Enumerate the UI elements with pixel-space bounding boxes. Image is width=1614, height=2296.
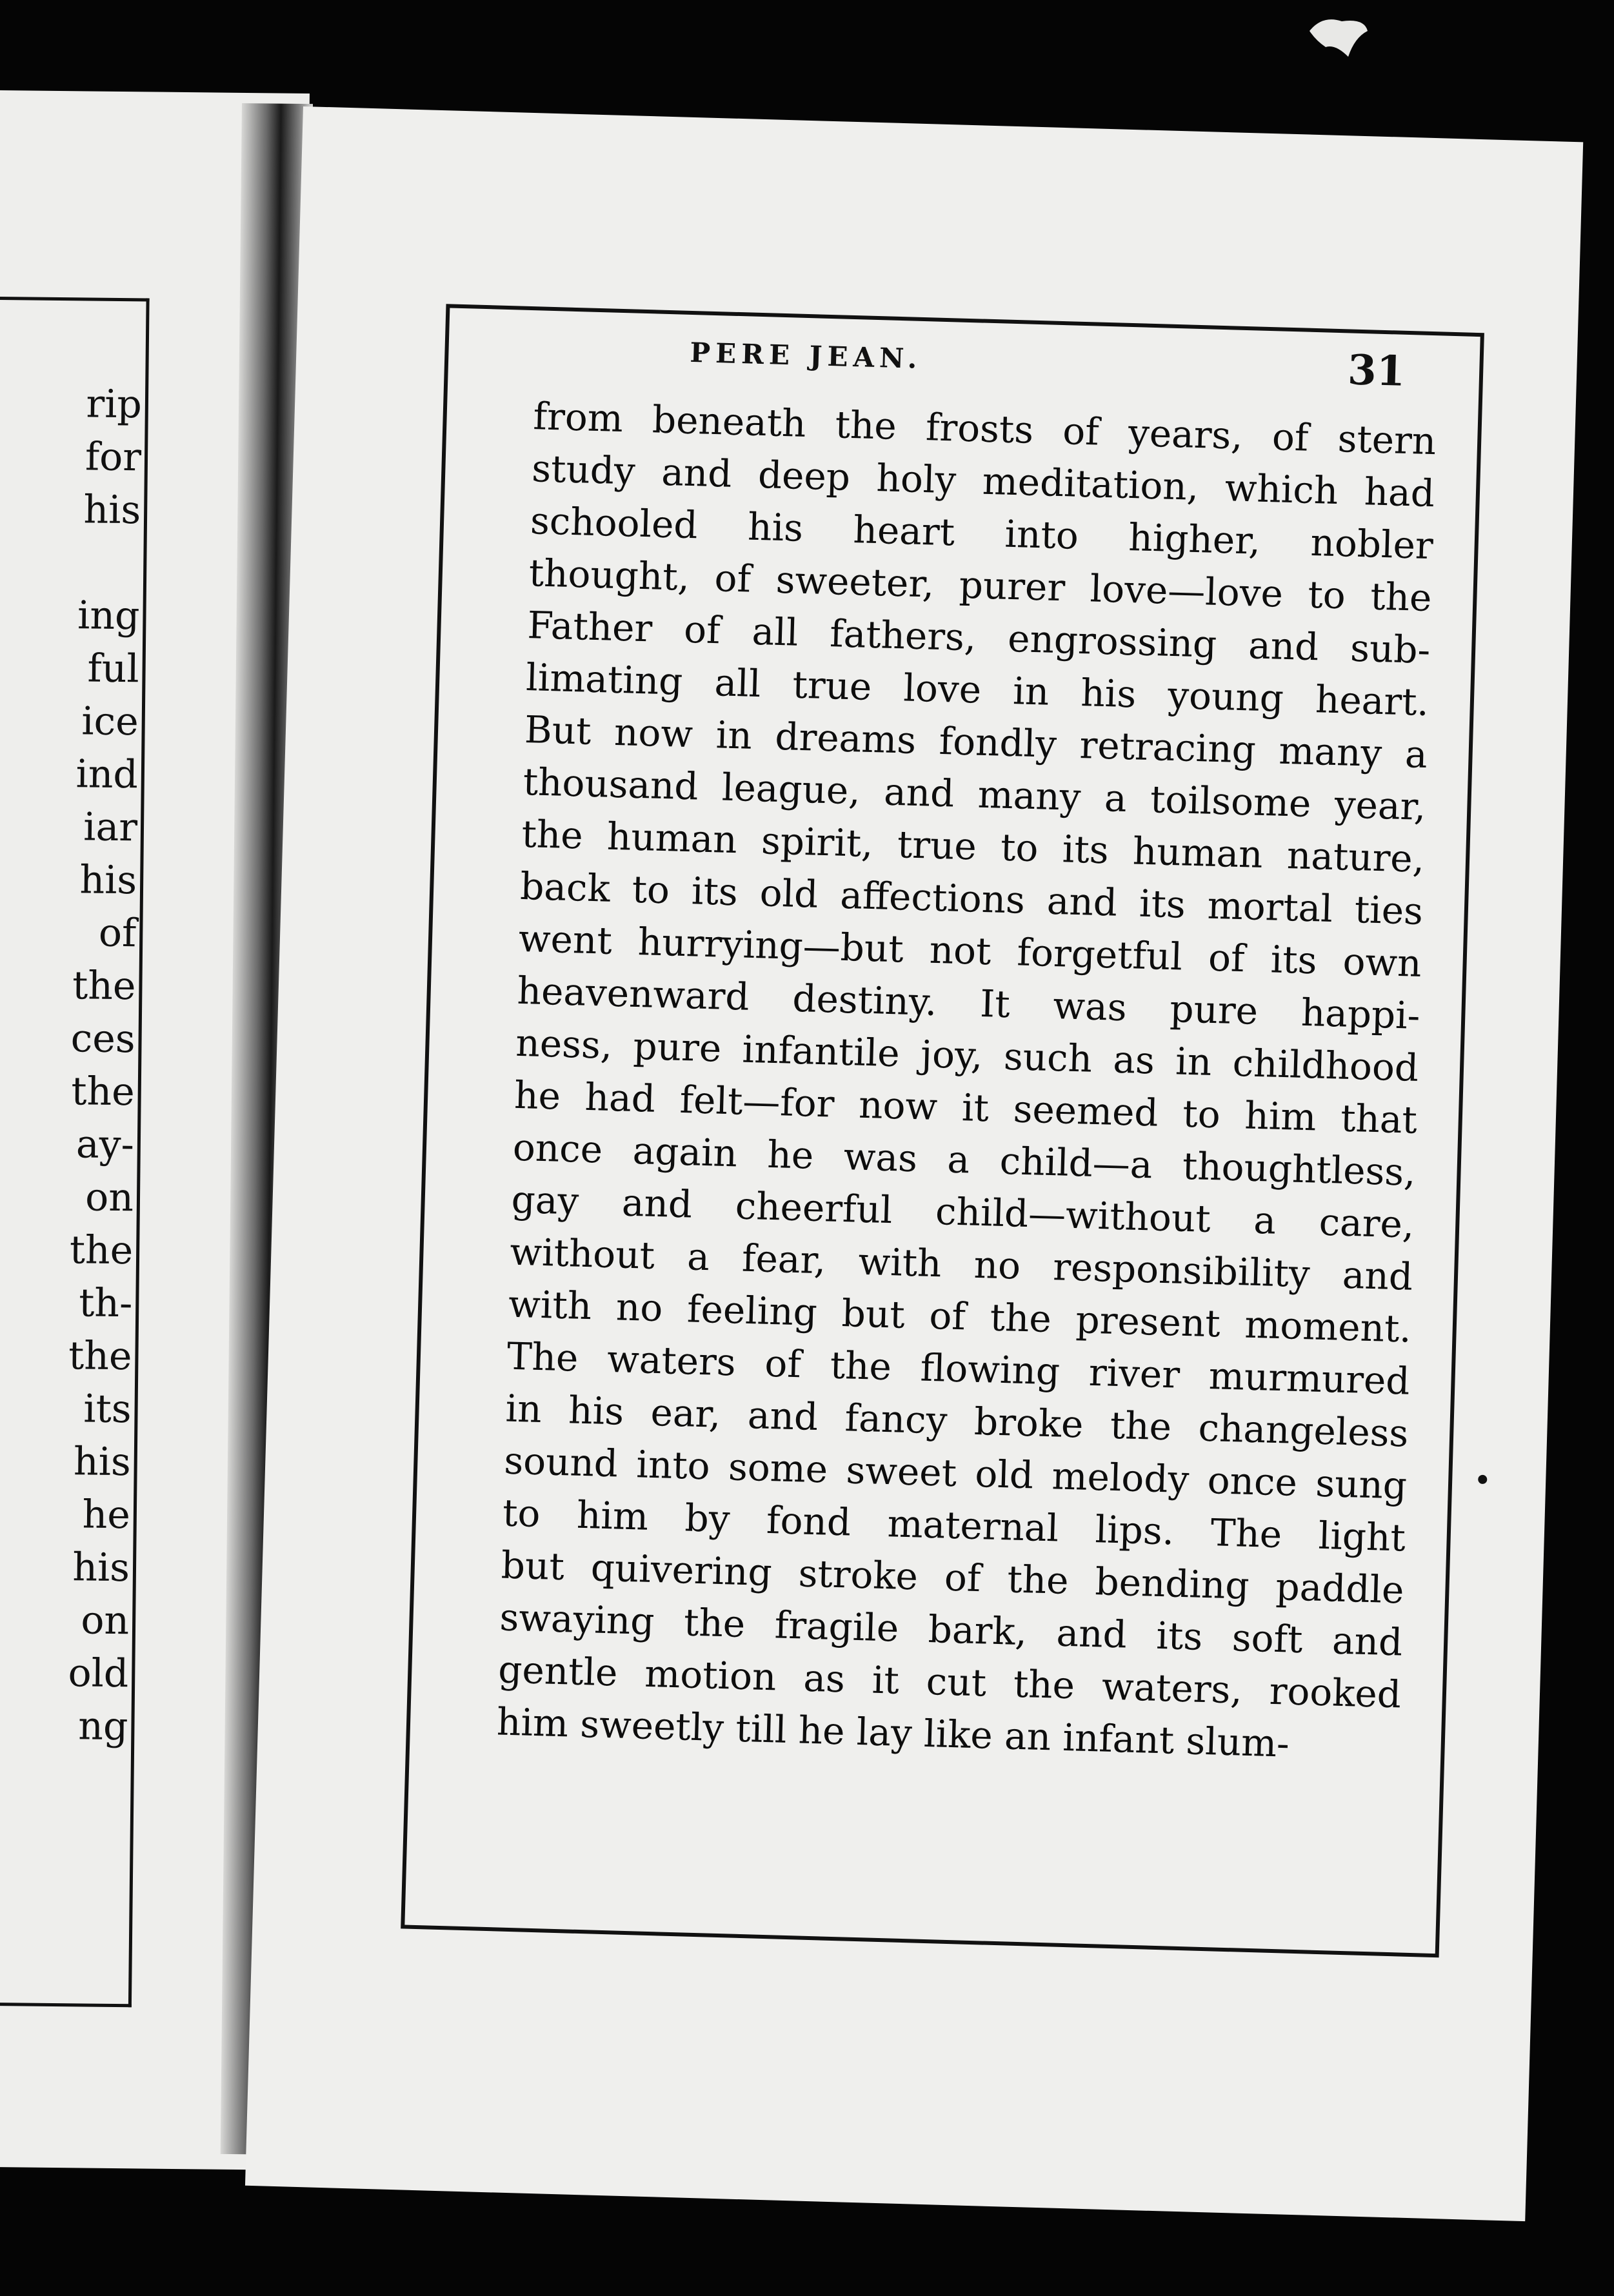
left-page-line-fragment: for [85, 434, 142, 480]
left-page-line-fragment: the [71, 1069, 135, 1115]
left-page-line-fragment: his [73, 1439, 132, 1485]
text-line: swaying the fragile bark, and its soft and [499, 1595, 1404, 1665]
left-page-line-fragment: of [98, 910, 137, 956]
running-title: PERE JEAN. [689, 336, 923, 375]
text-line: But now in dreams fondly retracing many a [524, 707, 1428, 777]
corner-paper-fragment-icon [1303, 12, 1374, 63]
text-line: thousand league, and many a toilsome year, [522, 759, 1427, 829]
left-page-line-fragment: ful [87, 646, 139, 692]
left-page-line-fragment: ng [78, 1703, 128, 1750]
text-line: limating all true love in his young heart. [525, 655, 1430, 725]
text-line: back to its old affections and its mortal ties [519, 864, 1424, 933]
text-line: the human spirit, true to its human nature, [521, 811, 1426, 881]
left-page-line-fragment: its [83, 1386, 132, 1432]
left-page-line-fragment: ing [77, 593, 140, 639]
text-line: in his ear, and fancy broke the changeless [504, 1386, 1410, 1456]
text-line: sound into some sweet old melody once sung [503, 1438, 1408, 1508]
ink-speck [1478, 1475, 1487, 1484]
left-page-line-fragment: on [85, 1174, 134, 1221]
text-line: him sweetly till he lay like an infant slum- [496, 1699, 1290, 1766]
text-line: thought, of sweeter, purer love—love to the [528, 551, 1433, 620]
left-page-line-fragment: the [69, 1227, 134, 1274]
text-line: with no feeling but of the present moment. [508, 1282, 1412, 1351]
text-line: gentle motion as it cut the waters, rooked [497, 1647, 1402, 1717]
left-page-line-fragment: his [72, 1545, 130, 1591]
text-line: but quivering stroke of the bending paddle [501, 1543, 1405, 1612]
left-page-line-fragment: the [72, 963, 136, 1009]
left-page-line-fragment: the [68, 1333, 132, 1380]
left-page-line-fragment: rip [86, 381, 143, 428]
text-line: from beneath the frosts of years, of stern [532, 394, 1437, 464]
text-line: heavenward destiny. It was pure happi- [516, 968, 1421, 1038]
text-line: gay and cheerful child—without a care, [510, 1177, 1415, 1247]
text-line: Father of all fathers, engrossing and sub- [526, 603, 1431, 673]
book-page [245, 106, 1583, 2221]
text-line: he had felt—for now it seemed to him that [513, 1073, 1418, 1142]
page-number: 31 [1347, 346, 1406, 396]
left-page-line-fragment: ind [75, 751, 139, 798]
text-line: once again he was a child—a thoughtless, [512, 1125, 1417, 1194]
left-page-line-fragment: ces [70, 1016, 135, 1062]
left-page-line-fragment: his [79, 857, 137, 904]
text-line: schooled his heart into higher, nobler [530, 499, 1434, 568]
left-page-line-fragment: on [81, 1598, 130, 1644]
text-line: The waters of the flowing river murmured [506, 1334, 1411, 1403]
left-page-line-fragment: his [83, 487, 141, 533]
left-page-line-fragment: th- [78, 1280, 133, 1327]
left-page-line-fragment: iar [83, 804, 138, 851]
text-line: to him by fond maternal lips. The light [502, 1490, 1406, 1560]
left-page-line-fragment: old [68, 1650, 129, 1697]
text-line: ness, pure infantile joy, such as in childhood [515, 1020, 1419, 1090]
left-page-line-fragment: he [82, 1492, 131, 1538]
body-text [496, 390, 1437, 1773]
left-page-line-fragment: ay- [75, 1122, 135, 1168]
text-line: study and deep holy meditation, which had [531, 446, 1435, 516]
text-line: without a fear, with no responsibility and [509, 1229, 1413, 1299]
left-page-text [0, 90, 310, 1750]
left-page-line-fragment: ice [81, 698, 139, 745]
text-line: went hurrying—but not forgetful of its own [518, 916, 1422, 985]
